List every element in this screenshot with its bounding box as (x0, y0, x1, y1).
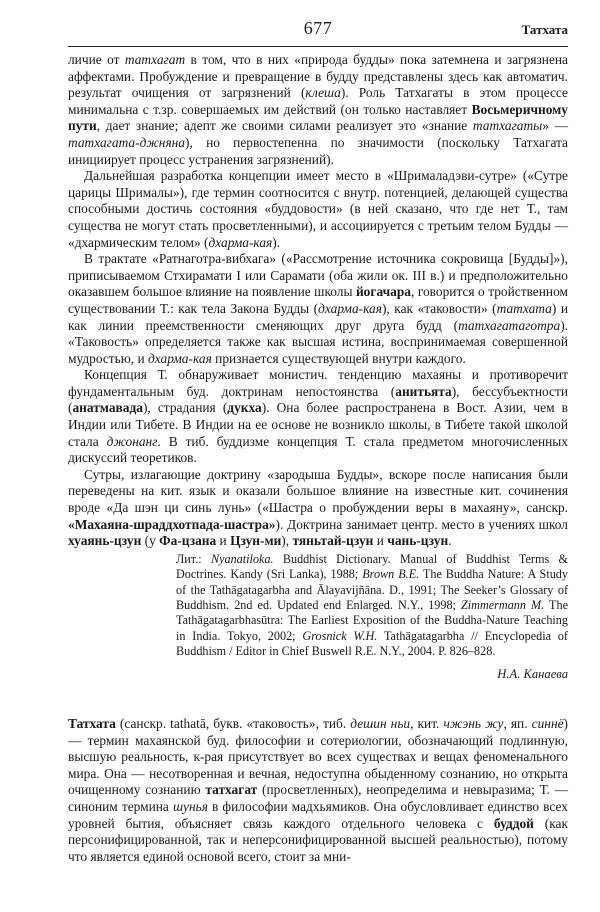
paragraph-2: Дальнейшая разработка концепции имеет место в «Шрималадэви-сутре» («Сутре царицы Шрималы»), где термин соотносится с внутр. потенцией, делающей существа способными достичь состояния «буддовости» (в ней сказано, что где нет Т., там существа не могут стать просветленными), и ассоциируется с третьим телом Будды — «дхармическим телом» (дхарма-кая). (68, 168, 568, 250)
link-chan[interactable]: чань-цзун (387, 533, 449, 549)
link-yogachara[interactable]: йогачара (355, 284, 411, 300)
link-zongmi[interactable]: Цзун-ми (230, 533, 282, 549)
paragraph-4: Концепция Т. обнаруживает монистич. тенденцию махаяны и противоречит фундаментальным буд. доктринам непостоянства (анитьята), бессубъектности (анатмавада), страдания (дукха). Она более распространена в Вост. Азии, чем в Индии или Тибете. В Индии на ее основе не возникло школы, в Тибете такой школой стала джонанг. В тиб. буддизме концепция Т. стала предметом многочисленных дискуссий теоретиков. (68, 367, 568, 466)
bibliography: Лит.: Nyanatiloka. Buddhist Dictionary. Manual of Buddhist Terms & Doctrines. Kandy (Sri Lanka), 1988; Brown B.E. The Buddha Nature: A Study of the Tathāgatagarbha and Ālayavijñāna. D., 1991; The Seeker’s Glossary of Buddhism. 2nd ed. Updated end Enlarged. N.Y., 1998; Zimmermann M. The Tathāgatagarbhasūtra: The Earliest Exposition of the Buddha-Nature Teaching in India. Tokyo, 2002; Grosnick W.H. Tathāgatagarbha // Encyclopedia of Buddhism / Editor in Chief Buswell R.E. N.Y., 2004. P. 826–828. (176, 551, 569, 659)
link-anityata[interactable]: анитьята (395, 383, 452, 399)
header-rule (68, 46, 568, 47)
link-dukkha[interactable]: дукха (227, 400, 262, 416)
link-mahayana-shastra[interactable]: «Махаяна-шраддхотпада-шастра» (68, 516, 276, 532)
page-header (68, 18, 568, 42)
paragraph-5: Сутры, излагающие доктрину «зародыша Будды», вскоре после написания были переведены на кит. язык и оказали большое влияние на известные кит. сочинения вроде «Да шэн ци синь лунь» («Шастра о пробуждении веры в махаяну», санскр. «Махаяна-шраддхотпада-шастра»). Доктрина занимает центр. место в учениях школ хуаянь-цзун (у Фа-цзана и Цзун-ми), тяньтай-цзун и чань-цзун. (68, 466, 568, 549)
article-continuation (68, 52, 568, 682)
link-huayan[interactable]: хуаянь-цзун (68, 533, 142, 549)
link-tiantai[interactable]: тяньтай-цзун (292, 533, 374, 549)
link-buddha[interactable]: буддой (493, 815, 534, 831)
link-tathagata[interactable]: татхагат (205, 782, 258, 798)
link-anatmavada[interactable]: анатмавада (72, 400, 143, 416)
entry-paragraph: Татхата (санскр. tathatā, букв. «таковость», тиб. дешин ньи, кит. чжэнь жу, яп. синнё) — термин махаянской буд. философии и сотериологии, обозначающий подлинную, высшую реальность, к-рая присутствует во всех существах и вещах феноменального мира. Она — несотворенная и вечная, недоступна обыденному сознанию, но открыта очищенному сознанию татхагат (просветленных), неопределима и невыразима; Т. — синоним термина шунья в философии мадхьямиков. Она обусловливает единство всех уровней бытия, объясняет связь каждого отдельного человека с буддой (как персонифицированной, так и неперсонифицированной высшей реальностью), потому что является единой основой всего, стоит за мни- (68, 716, 568, 864)
paragraph-1: личие от татхагат в том, что в них «природа будды» пока затемнена и загрязнена аффектами. Пробуждение и превращение в будду представлены здесь как автоматич. результат очищения от загрязнений (клеша). Роль Татхагаты в этом процессе минимальна с т.зр. совершаемых им действий (он только наставляет Восьмеричному пути, дает знание; адепт же своими силами реализует это «знание татхагаты» — татхагата-джняна), но первостепенна по значимости (поскольку Татхагата инициирует процесс устранения загрязнений). (68, 52, 568, 167)
link-eightfold-path[interactable]: Восьмеричному пути (68, 101, 568, 134)
link-fazang[interactable]: Фа-цзана (159, 533, 217, 549)
paragraph-3: В трактате «Ратнаготра-вибхага» («Рассмотрение источника сокровища [Будды]»), приписываемом Стхирамати I или Сарамати (оба жили ок. III в.) и предположительно оказавшем большое влияние на появление школы йогачара, говорится о тройственном существовании Т.: как тела Закона Будды (дхарма-кая), как «таковости» (татхата) и как линии преемственности сменяющих друг друга будд (татхагатаготра). «Таковость» определяется также как высшая истина, воспринимаемая совершенной мудростью, и дхарма-кая признается существующей внутри каждого. (68, 251, 569, 366)
author-signature: Н.А. Канаева (497, 666, 568, 681)
page-number: 677 (303, 18, 333, 38)
entry-term: Татхата (68, 716, 116, 731)
entry-tathata (68, 716, 568, 865)
running-head: Татхата (521, 22, 568, 37)
